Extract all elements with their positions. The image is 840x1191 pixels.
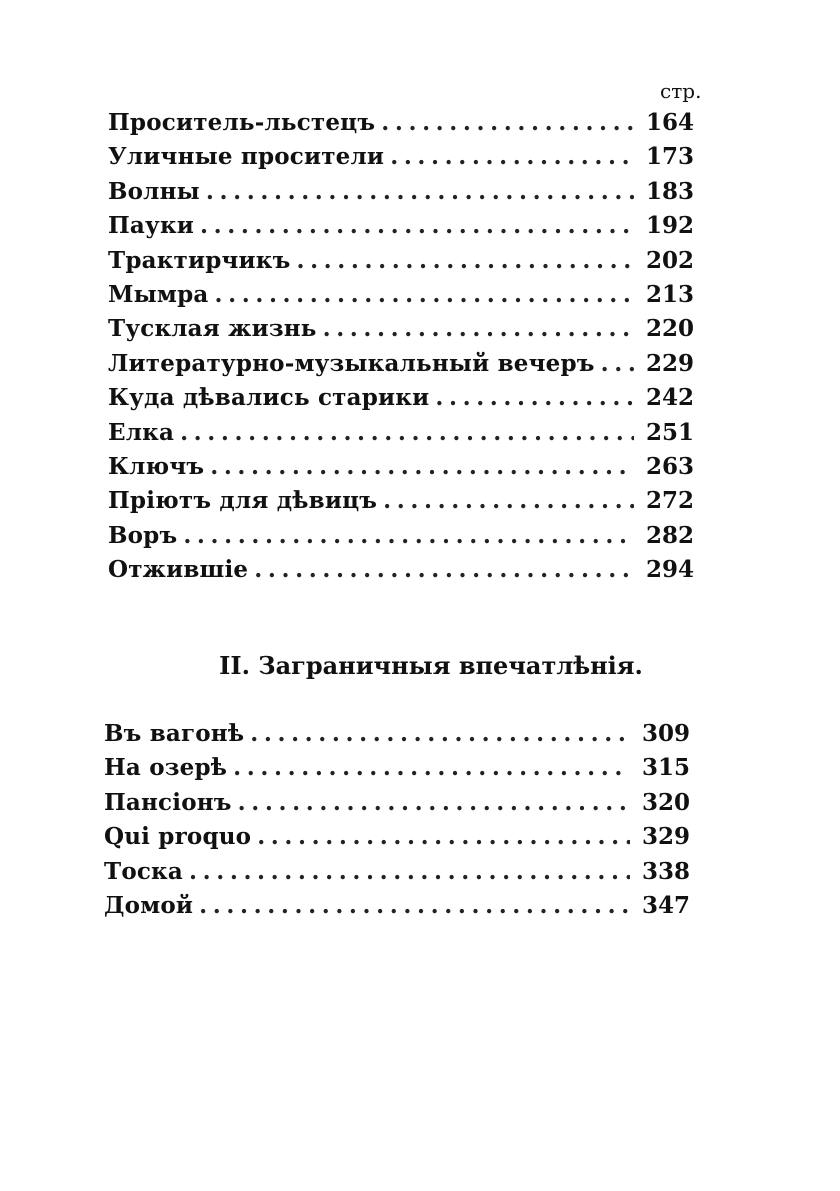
dot-leader [214,278,634,312]
toc-entry-title: Пріютъ для дѣвицъ [108,487,378,515]
dot-leader [257,820,630,854]
toc-section-2 [0,717,840,923]
toc-entry [108,347,694,381]
toc-entry-title: Литературно-музыкальный вечеръ [108,349,595,377]
toc-section-1 [0,106,840,587]
toc-entry-title: Ключъ [108,452,205,480]
dot-leader [210,450,634,484]
dot-leader [233,751,630,785]
page-column-header: стр. [660,79,702,103]
toc-entry-page: 164 [645,109,694,136]
toc-entry [108,381,694,415]
toc-entry [108,175,694,209]
dot-leader [323,312,634,346]
toc-entry [108,312,694,346]
toc-entry [108,278,694,312]
dot-leader [390,140,634,174]
dot-leader [199,889,630,923]
toc-entry [108,450,694,484]
dot-leader [189,855,630,889]
toc-entry-page: 202 [645,246,694,274]
toc-entry [108,140,694,174]
toc-entry [108,244,694,278]
toc-entry-title: Уличные просители [108,143,385,171]
dot-leader [601,347,634,381]
toc-entry [108,209,694,243]
toc-entry-page: 338 [641,857,690,885]
toc-entry-page: 192 [645,212,694,240]
toc-entry-title: Мымра [108,280,209,308]
toc-entry [108,416,694,450]
toc-entry [108,519,694,553]
toc-entry [108,553,694,587]
toc-entry [104,820,690,854]
toc-entry-title: Трактирчикъ [108,246,291,274]
toc-entry-title: Елка [108,418,175,446]
dot-leader [200,209,634,243]
toc-entry-title: На озерѣ [104,754,228,782]
toc-entry [104,717,690,751]
toc-entry-page: 220 [645,315,694,343]
toc-entry-page: 242 [645,384,694,412]
toc-entry-page: 320 [641,788,690,816]
dot-leader [435,381,634,415]
section-heading: II. Заграничныя впечатлѣнія. [219,651,643,680]
toc-entry-page: 272 [645,487,694,515]
toc-entry [104,786,690,820]
toc-entry-page: 282 [645,521,694,549]
toc-entry-title: Домой [104,891,194,919]
toc-entry-title: Куда дѣвались старики [108,384,430,412]
toc-entry [104,889,690,923]
toc-entry-page: 315 [641,754,690,782]
toc-entry-page: 251 [645,418,694,446]
dot-leader [183,519,634,553]
dot-leader [250,717,630,751]
dot-leader [383,484,634,518]
toc-entry-title: Пансіонъ [104,788,232,816]
toc-entry-page: 309 [641,720,690,747]
toc-entry [104,751,690,785]
dot-leader [180,416,634,450]
toc-entry-title: Qui proquo [104,823,252,851]
toc-entry-page: 213 [645,280,694,308]
dot-leader [238,786,630,820]
toc-entry-title: Тусклая жизнь [108,315,317,343]
toc-entry-title: Въ вагонѣ [104,720,245,747]
toc-entry-page: 294 [645,556,694,584]
toc-entry-page: 229 [645,349,694,377]
toc-entry-title: Проситель-льстецъ [108,109,376,136]
toc-entry-title: Тоска [104,857,183,885]
toc-entry-page: 347 [641,891,690,919]
dot-leader [381,106,634,140]
toc-entry [104,855,690,889]
toc-entry-title: Пауки [108,212,195,240]
toc-entry [108,484,694,518]
dot-leader [254,553,634,587]
dot-leader [296,244,634,278]
toc-entry-page: 263 [645,452,694,480]
toc-entry-title: Волны [108,177,200,205]
dot-leader [206,175,634,209]
toc-entry [108,106,694,140]
toc-entry-page: 173 [645,143,694,171]
toc-entry-title: Отжившіе [108,556,249,584]
toc-entry-page: 183 [645,177,694,205]
toc-entry-page: 329 [641,823,690,851]
toc-entry-title: Воръ [108,521,178,549]
